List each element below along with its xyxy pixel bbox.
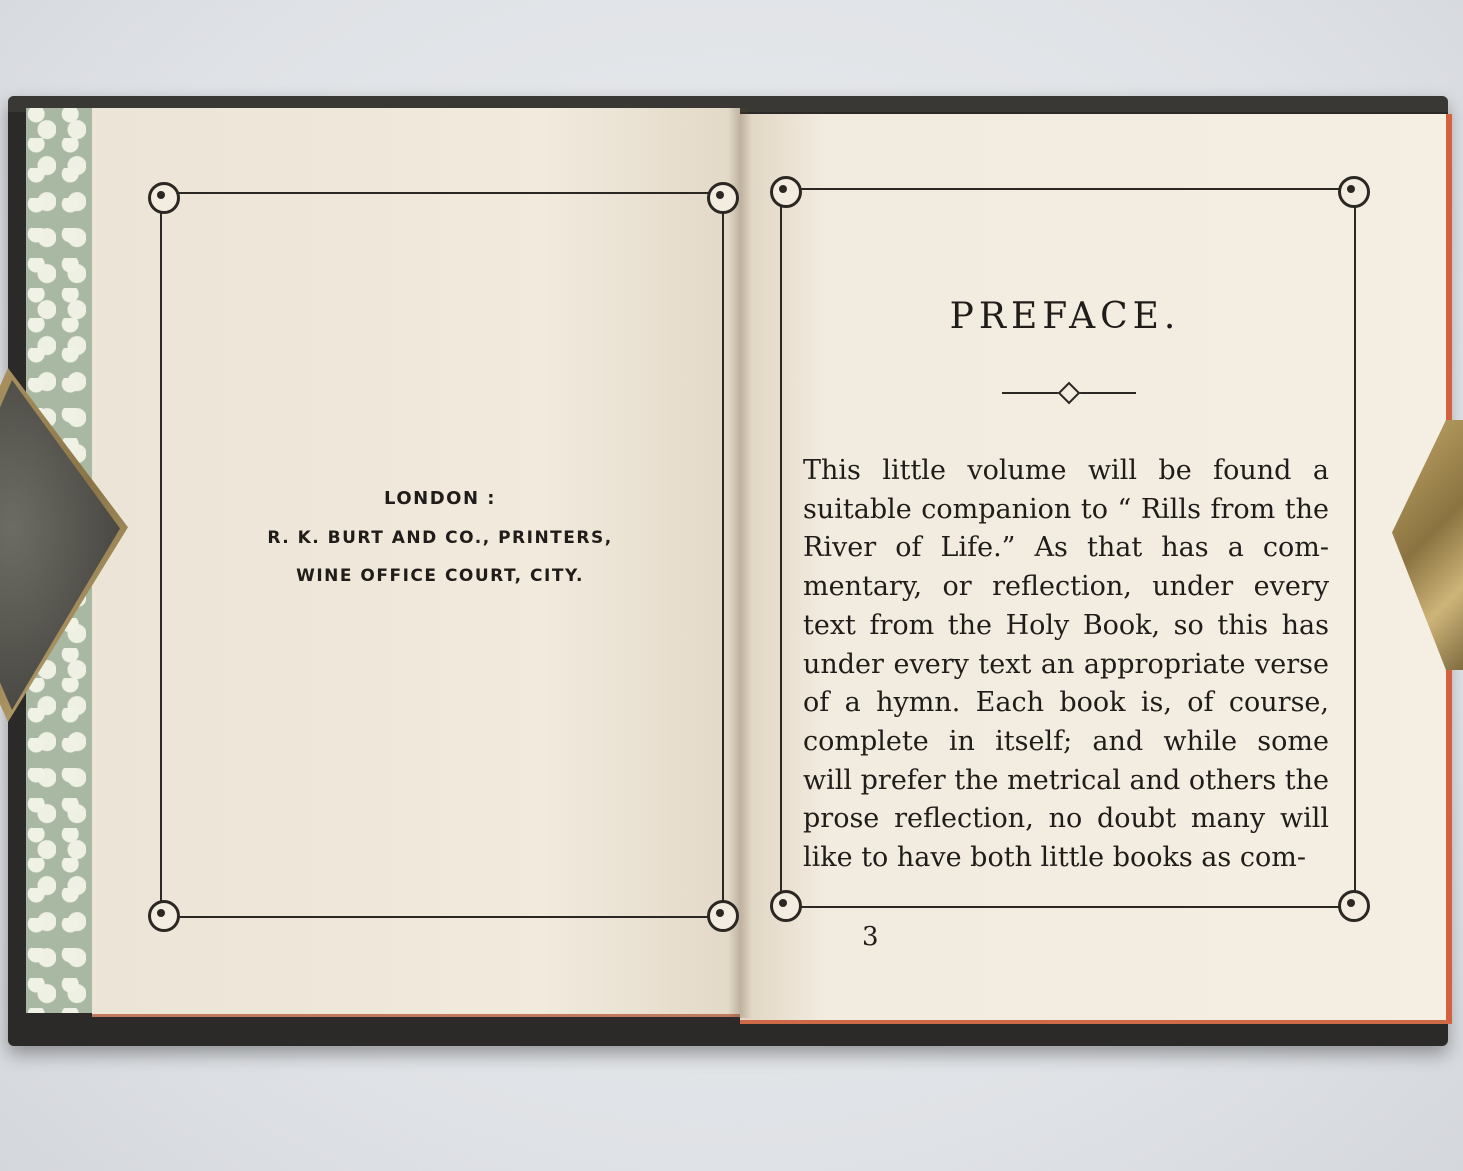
book-gutter bbox=[728, 108, 752, 1018]
preface-body bbox=[803, 452, 1329, 878]
preface-line: like to have both little books as com- bbox=[803, 842, 1306, 874]
preface-line: will prefer the metrical and others the bbox=[803, 764, 1329, 796]
corner-ornament-icon bbox=[770, 890, 802, 922]
preface-line: mentary, or reflection, under every bbox=[803, 571, 1329, 603]
imprint-printer: R. K. BURT AND CO., PRINTERS, bbox=[267, 528, 613, 548]
preface-line: under every text an appropriate verse bbox=[803, 648, 1329, 680]
corner-ornament-icon bbox=[148, 182, 180, 214]
preface-line: complete in itself; and while some bbox=[803, 725, 1329, 757]
preface-line: This little volume will be found a bbox=[803, 455, 1329, 486]
imprint-address: WINE OFFICE COURT, CITY. bbox=[296, 566, 584, 586]
page-number: 3 bbox=[862, 922, 879, 952]
imprint-city: LONDON : bbox=[384, 488, 496, 509]
corner-ornament-icon bbox=[1338, 176, 1370, 208]
preface-line: prose reflection, no doubt many will bbox=[803, 803, 1329, 835]
preface-heading: PREFACE. bbox=[949, 296, 1181, 337]
corner-ornament-icon bbox=[148, 900, 180, 932]
preface-line: of a hymn. Each book is, of course, bbox=[803, 687, 1329, 719]
preface-line: text from the Holy Book, so this has bbox=[803, 609, 1329, 641]
left-page-border bbox=[160, 192, 724, 918]
corner-ornament-icon bbox=[1338, 890, 1370, 922]
corner-ornament-icon bbox=[707, 182, 739, 214]
preface-line: suitable companion to “ Rills from the bbox=[803, 493, 1329, 525]
corner-ornament-icon bbox=[707, 900, 739, 932]
preface-line: River of Life.” As that has a com- bbox=[803, 532, 1329, 564]
corner-ornament-icon bbox=[770, 176, 802, 208]
